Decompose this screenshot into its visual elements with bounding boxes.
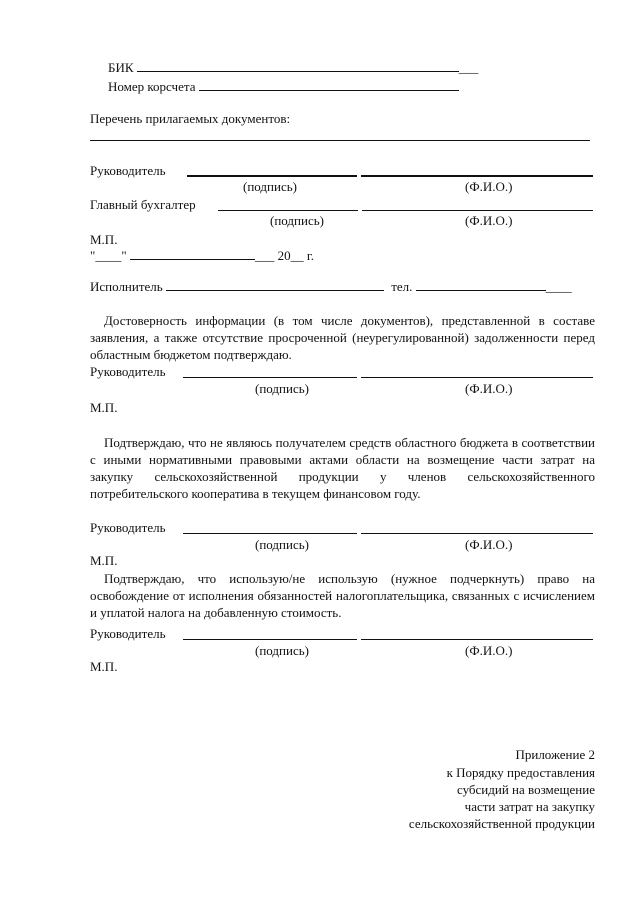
signature-caption-4: (подпись) — [255, 537, 309, 552]
vat-text: Подтверждаю, что использую/не использую (нужное подчеркнуть) право на освобождение от исполнения обязанностей налогоплательщика, связанных с исчислением и уплатой налога на добавленную стоимость. — [90, 571, 595, 620]
documents-label: Перечень прилагаемых документов: — [90, 111, 291, 126]
appendix-line-4: части затрат на закупку — [464, 799, 595, 814]
executor-label: Исполнитель — [90, 279, 163, 294]
bik-tail: ___ — [458, 60, 479, 75]
head-label-3: Руководитель — [90, 520, 166, 535]
date-month-field[interactable] — [130, 248, 255, 260]
signature-caption-5: (подпись) — [255, 643, 309, 658]
stamp-label-2: М.П. — [90, 400, 118, 415]
name-caption-3: (Ф.И.О.) — [465, 381, 513, 396]
head-name-field-4[interactable] — [361, 639, 593, 640]
signature-caption-2: (подпись) — [270, 213, 324, 228]
head-name-field-2[interactable] — [361, 377, 593, 378]
signature-caption-3: (подпись) — [255, 381, 309, 396]
appendix-line-5: сельскохозяйственной продукции — [408, 816, 595, 831]
phone-tail: ____ — [545, 279, 572, 294]
stamp-label-4: М.П. — [90, 659, 118, 674]
head-signature-field-4[interactable] — [183, 639, 357, 640]
accountant-label: Главный бухгалтер — [90, 197, 196, 212]
bik-field[interactable] — [137, 60, 459, 72]
appendix-line-3: субсидий на возмещение — [457, 782, 595, 797]
appendix-title: Приложение 2 — [515, 747, 595, 762]
head-signature-field-3[interactable] — [183, 533, 357, 534]
name-caption-4: (Ф.И.О.) — [465, 537, 513, 552]
documents-field[interactable] — [90, 140, 590, 141]
signature-caption-1: (подпись) — [243, 179, 297, 194]
reliability-text: Достоверность информации (в том числе документов), представленной в составе заявления, а также отсутствие просроченной (неурегулированной) задолженности перед областным бюджетом подтверждаю. — [90, 313, 595, 362]
corr-account-row — [108, 79, 459, 95]
head-name-field-1[interactable] — [361, 175, 593, 177]
phone-field[interactable] — [416, 279, 546, 291]
name-caption-5: (Ф.И.О.) — [465, 643, 513, 658]
date-day-field[interactable]: ____ — [95, 248, 122, 263]
executor-field[interactable] — [166, 279, 384, 291]
head-signature-field-2[interactable] — [183, 377, 357, 378]
vat-statement — [90, 570, 595, 621]
date-row — [90, 248, 314, 264]
head-name-field-3[interactable] — [361, 533, 593, 534]
corr-account-label: Номер корсчета — [108, 79, 196, 94]
head-label-1: Руководитель — [90, 163, 166, 178]
appendix-line-2: к Порядку предоставления — [446, 765, 595, 780]
not-recipient-statement — [90, 434, 595, 502]
corr-account-field[interactable] — [199, 79, 459, 91]
not-recipient-text: Подтверждаю, что не являюсь получателем средств областного бюджета в соответствии с иными нормативными правовыми актами области на возмещение части затрат на закупку сельскохозяйственной продукции у членов сельскохозяйственного потребительского кооператива в текущем финансовом году. — [90, 435, 595, 501]
bik-label: БИК — [108, 60, 134, 75]
bik-row — [108, 60, 478, 76]
name-caption-1: (Ф.И.О.) — [465, 179, 513, 194]
stamp-label-3: М.П. — [90, 553, 118, 568]
date-open-quote: " — [90, 248, 96, 263]
date-close-quote: " — [121, 248, 127, 263]
head-signature-field-1[interactable] — [187, 175, 357, 177]
reliability-statement — [90, 312, 595, 363]
name-caption-2: (Ф.И.О.) — [465, 213, 513, 228]
accountant-signature-field[interactable] — [218, 210, 358, 211]
executor-row — [90, 279, 572, 295]
phone-label: тел. — [391, 279, 413, 294]
stamp-label-1: М.П. — [90, 232, 118, 247]
head-label-4: Руководитель — [90, 626, 166, 641]
accountant-name-field[interactable] — [362, 210, 593, 211]
head-label-2: Руководитель — [90, 364, 166, 379]
date-year: ___ 20__ г. — [254, 248, 314, 263]
